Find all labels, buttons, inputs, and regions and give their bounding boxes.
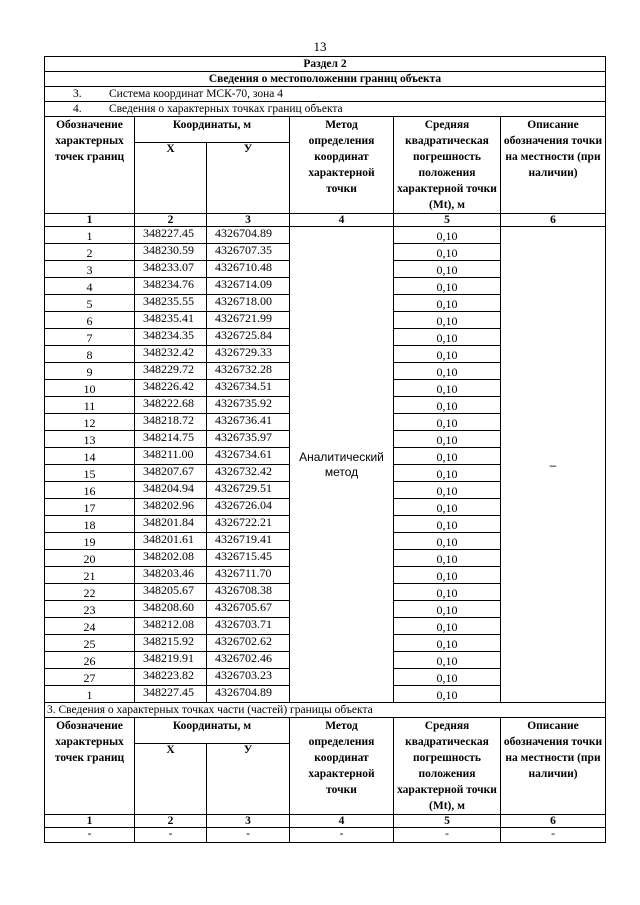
point-number: 19 bbox=[45, 533, 135, 550]
point-x: 348235.55 bbox=[135, 295, 207, 312]
item4-number: 4. bbox=[73, 103, 82, 115]
point-x: 348207.67 bbox=[135, 465, 207, 482]
point-y: 4326703.71 bbox=[207, 618, 290, 635]
point-accuracy: 0,10 bbox=[394, 601, 501, 618]
point-y: 4326704.89 bbox=[207, 686, 290, 703]
point-number: 22 bbox=[45, 584, 135, 601]
point-accuracy: 0,10 bbox=[394, 499, 501, 516]
point-y: 4326735.92 bbox=[207, 397, 290, 414]
point-x: 348205.67 bbox=[135, 584, 207, 601]
point-number: 4 bbox=[45, 278, 135, 295]
header-designation: Обозначение характерных точек границ bbox=[45, 117, 135, 214]
point-x: 348226.42 bbox=[135, 380, 207, 397]
section-title: Раздел 2 bbox=[45, 57, 606, 72]
column-number: 6 bbox=[501, 214, 606, 227]
page-number: 13 bbox=[313, 39, 327, 54]
point-x: 348208.60 bbox=[135, 601, 207, 618]
point-y: 4326708.38 bbox=[207, 584, 290, 601]
empty-cell: - bbox=[394, 828, 501, 843]
points-info-row bbox=[45, 102, 606, 117]
column-number: 6 bbox=[501, 815, 606, 828]
point-y: 4326703.23 bbox=[207, 669, 290, 686]
section3-title: 3. Сведения о характерных точках части (частей) границы объекта bbox=[45, 703, 606, 718]
point-accuracy: 0,10 bbox=[394, 414, 501, 431]
column-numbers-row bbox=[45, 214, 606, 227]
description-cell: – bbox=[501, 227, 606, 703]
header-method: Метод определения координат характерной точки bbox=[290, 718, 394, 815]
point-x: 348235.41 bbox=[135, 312, 207, 329]
point-number: 5 bbox=[45, 295, 135, 312]
point-y: 4326711.70 bbox=[207, 567, 290, 584]
point-x: 348229.72 bbox=[135, 363, 207, 380]
point-y: 4326734.61 bbox=[207, 448, 290, 465]
point-number: 26 bbox=[45, 652, 135, 669]
column-number: 3 bbox=[207, 815, 290, 828]
point-number: 13 bbox=[45, 431, 135, 448]
point-number: 17 bbox=[45, 499, 135, 516]
column-numbers-row bbox=[45, 815, 606, 828]
point-y: 4326705.67 bbox=[207, 601, 290, 618]
point-y: 4326714.09 bbox=[207, 278, 290, 295]
point-y: 4326729.33 bbox=[207, 346, 290, 363]
point-y: 4326726.04 bbox=[207, 499, 290, 516]
point-accuracy: 0,10 bbox=[394, 346, 501, 363]
point-accuracy: 0,10 bbox=[394, 431, 501, 448]
header-accuracy: Средняя квадратическая погрешность положения характерной точки (Mt), м bbox=[394, 117, 501, 214]
item4-text: Сведения о характерных точках границ объекта bbox=[109, 103, 343, 115]
point-x: 348222.68 bbox=[135, 397, 207, 414]
point-y: 4326735.97 bbox=[207, 431, 290, 448]
header-x: X bbox=[135, 143, 207, 214]
point-x: 348232.42 bbox=[135, 346, 207, 363]
point-number: 1 bbox=[45, 227, 135, 244]
empty-cell: - bbox=[207, 828, 290, 843]
point-number: 12 bbox=[45, 414, 135, 431]
point-accuracy: 0,10 bbox=[394, 635, 501, 652]
point-number: 27 bbox=[45, 669, 135, 686]
point-number: 16 bbox=[45, 482, 135, 499]
point-accuracy: 0,10 bbox=[394, 567, 501, 584]
point-accuracy: 0,10 bbox=[394, 584, 501, 601]
point-x: 348214.75 bbox=[135, 431, 207, 448]
point-x: 348227.45 bbox=[135, 227, 207, 244]
method-cell: Аналитический метод bbox=[290, 227, 394, 703]
point-accuracy: 0,10 bbox=[394, 686, 501, 703]
coordinate-system-row bbox=[45, 87, 606, 102]
point-number: 21 bbox=[45, 567, 135, 584]
empty-cell: - bbox=[45, 828, 135, 843]
point-number: 8 bbox=[45, 346, 135, 363]
header-y: У bbox=[207, 744, 290, 815]
point-y: 4326702.62 bbox=[207, 635, 290, 652]
point-y: 4326710.48 bbox=[207, 261, 290, 278]
empty-cell: - bbox=[290, 828, 394, 843]
point-x: 348227.45 bbox=[135, 686, 207, 703]
point-number: 9 bbox=[45, 363, 135, 380]
section-subtitle: Сведения о местоположении границ объекта bbox=[45, 72, 606, 87]
point-accuracy: 0,10 bbox=[394, 261, 501, 278]
column-number: 4 bbox=[290, 214, 394, 227]
header-coordinates: Координаты, м bbox=[135, 117, 290, 143]
column-number: 2 bbox=[135, 815, 207, 828]
point-accuracy: 0,10 bbox=[394, 448, 501, 465]
point-accuracy: 0,10 bbox=[394, 295, 501, 312]
point-y: 4326704.89 bbox=[207, 227, 290, 244]
point-accuracy: 0,10 bbox=[394, 618, 501, 635]
table-row bbox=[45, 828, 606, 843]
point-accuracy: 0,10 bbox=[394, 652, 501, 669]
header-method: Метод определения координат характерной точки bbox=[290, 117, 394, 214]
point-x: 348223.82 bbox=[135, 669, 207, 686]
point-x: 348202.96 bbox=[135, 499, 207, 516]
point-number: 2 bbox=[45, 244, 135, 261]
empty-cell: - bbox=[501, 828, 606, 843]
point-y: 4326718.00 bbox=[207, 295, 290, 312]
point-x: 348230.59 bbox=[135, 244, 207, 261]
point-x: 348218.72 bbox=[135, 414, 207, 431]
point-x: 348204.94 bbox=[135, 482, 207, 499]
empty-cell: - bbox=[135, 828, 207, 843]
point-x: 348215.92 bbox=[135, 635, 207, 652]
column-number: 4 bbox=[290, 815, 394, 828]
header-coordinates: Координаты, м bbox=[135, 718, 290, 744]
point-x: 348211.00 bbox=[135, 448, 207, 465]
point-x: 348203.46 bbox=[135, 567, 207, 584]
column-number: 1 bbox=[45, 815, 135, 828]
point-number: 1 bbox=[45, 686, 135, 703]
point-number: 3 bbox=[45, 261, 135, 278]
point-x: 348201.61 bbox=[135, 533, 207, 550]
point-x: 348234.76 bbox=[135, 278, 207, 295]
point-y: 4326702.46 bbox=[207, 652, 290, 669]
point-y: 4326732.28 bbox=[207, 363, 290, 380]
point-number: 6 bbox=[45, 312, 135, 329]
point-number: 24 bbox=[45, 618, 135, 635]
point-y: 4326715.45 bbox=[207, 550, 290, 567]
point-x: 348201.84 bbox=[135, 516, 207, 533]
item3-text: Система координат МСК-70, зона 4 bbox=[109, 88, 283, 100]
point-x: 348202.08 bbox=[135, 550, 207, 567]
point-number: 25 bbox=[45, 635, 135, 652]
point-y: 4326734.51 bbox=[207, 380, 290, 397]
point-number: 11 bbox=[45, 397, 135, 414]
column-number: 1 bbox=[45, 214, 135, 227]
point-accuracy: 0,10 bbox=[394, 465, 501, 482]
table-row bbox=[45, 227, 606, 244]
point-accuracy: 0,10 bbox=[394, 397, 501, 414]
point-number: 10 bbox=[45, 380, 135, 397]
point-x: 348219.91 bbox=[135, 652, 207, 669]
header-description: Описание обозначения точки на местности (при наличии) bbox=[501, 117, 606, 214]
item3-number: 3. bbox=[73, 88, 82, 100]
column-number: 3 bbox=[207, 214, 290, 227]
point-number: 7 bbox=[45, 329, 135, 346]
point-y: 4326719.41 bbox=[207, 533, 290, 550]
point-accuracy: 0,10 bbox=[394, 227, 501, 244]
point-accuracy: 0,10 bbox=[394, 312, 501, 329]
point-y: 4326736.41 bbox=[207, 414, 290, 431]
point-y: 4326729.51 bbox=[207, 482, 290, 499]
point-y: 4326732.42 bbox=[207, 465, 290, 482]
point-accuracy: 0,10 bbox=[394, 329, 501, 346]
point-x: 348212.08 bbox=[135, 618, 207, 635]
point-accuracy: 0,10 bbox=[394, 363, 501, 380]
point-accuracy: 0,10 bbox=[394, 380, 501, 397]
header-description: Описание обозначения точки на местности (при наличии) bbox=[501, 718, 606, 815]
point-accuracy: 0,10 bbox=[394, 550, 501, 567]
point-accuracy: 0,10 bbox=[394, 533, 501, 550]
point-number: 20 bbox=[45, 550, 135, 567]
header-accuracy: Средняя квадратическая погрешность положения характерной точки (Mt), м bbox=[394, 718, 501, 815]
point-y: 4326725.84 bbox=[207, 329, 290, 346]
point-accuracy: 0,10 bbox=[394, 516, 501, 533]
point-number: 18 bbox=[45, 516, 135, 533]
point-accuracy: 0,10 bbox=[394, 244, 501, 261]
point-accuracy: 0,10 bbox=[394, 278, 501, 295]
column-number: 5 bbox=[394, 214, 501, 227]
boundary-table bbox=[44, 56, 606, 843]
point-y: 4326721.99 bbox=[207, 312, 290, 329]
header-designation: Обозначение характерных точек границ bbox=[45, 718, 135, 815]
point-y: 4326707.35 bbox=[207, 244, 290, 261]
point-number: 15 bbox=[45, 465, 135, 482]
header-y: У bbox=[207, 143, 290, 214]
point-number: 14 bbox=[45, 448, 135, 465]
point-x: 348233.07 bbox=[135, 261, 207, 278]
point-y: 4326722.21 bbox=[207, 516, 290, 533]
point-number: 23 bbox=[45, 601, 135, 618]
header-x: X bbox=[135, 744, 207, 815]
point-accuracy: 0,10 bbox=[394, 482, 501, 499]
column-number: 2 bbox=[135, 214, 207, 227]
point-accuracy: 0,10 bbox=[394, 669, 501, 686]
point-x: 348234.35 bbox=[135, 329, 207, 346]
column-number: 5 bbox=[394, 815, 501, 828]
